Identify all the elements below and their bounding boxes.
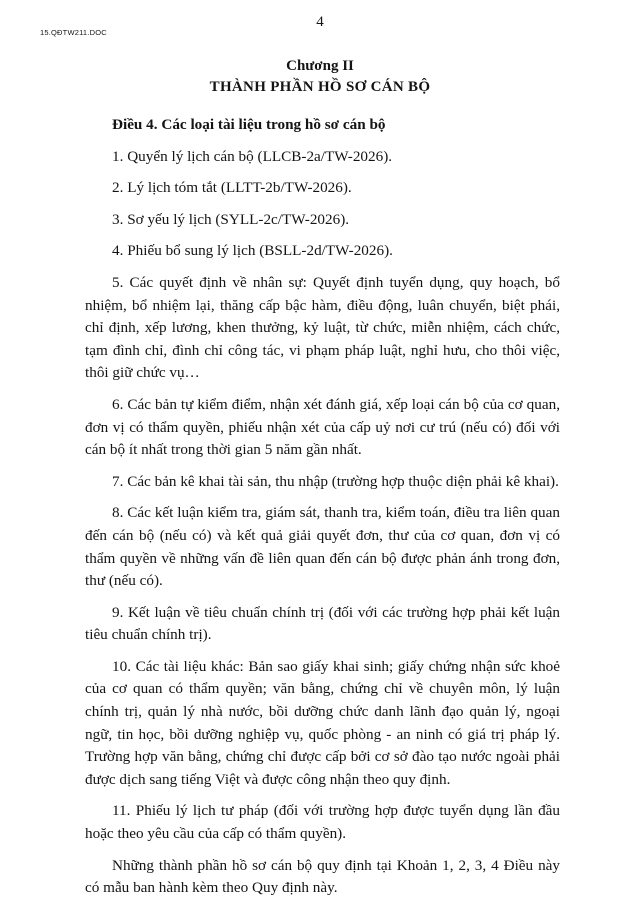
- article-body: [85, 114, 560, 900]
- page-number: 4: [316, 14, 324, 30]
- article-item-11: 11. Phiếu lý lịch tư pháp (đối với trường hợp được tuyển dụng lần đầu hoặc theo yêu cầu của cấp có thẩm quyền).: [85, 802, 560, 843]
- chapter-title: THÀNH PHẦN HỒ SƠ CÁN BỘ: [209, 79, 431, 95]
- article-item-4: 4. Phiếu bổ sung lý lịch (BSLL-2d/TW-2026).: [112, 242, 393, 260]
- article-item-10: 10. Các tài liệu khác: Bản sao giấy khai sinh; giấy chứng nhận sức khoẻ của cơ quan có thẩm quyền; văn bằng, chứng chỉ về chuyên môn, lý luận chính trị, quản lý nhà nước, bồi dưỡng chức danh lãnh đạo quản lý, ngoại ngữ, tin học, bồi dưỡng nghiệp vụ, quốc phòng - an ninh có giá trị pháp lý. Trường hợp văn bằng, chứng chỉ được cấp bởi cơ sở đào tạo nước ngoài phải được dịch sang tiếng Việt và được công nhận theo quy định.: [85, 657, 560, 788]
- article-item-5: 5. Các quyết định về nhân sự: Quyết định tuyển dụng, quy hoạch, bổ nhiệm, bổ nhiệm lại, thăng cấp bậc hàm, điều động, luân chuyển, biệt phái, chỉ định, xếp lương, khen thưởng, kỷ luật, từ chức, miễn nhiệm, cách chức, tạm đình chỉ, đình chỉ công tác, vi phạm pháp luật, nghỉ hưu, cho thôi việc, thôi giữ chức vụ…: [85, 273, 560, 382]
- article-item-3: 3. Sơ yếu lý lịch (SYLL-2c/TW-2026).: [112, 210, 350, 228]
- chapter-label: Chương II: [286, 58, 354, 74]
- article-item-6: 6. Các bản tự kiểm điểm, nhận xét đánh giá, xếp loại cán bộ của cơ quan, đơn vị có thẩm quyền, phiếu nhận xét của cấp uỷ nơi cư trú (nếu có) đối với cán bộ ít nhất trong thời gian 5 năm gần nhất.: [85, 395, 560, 459]
- article-item-7: 7. Các bản kê khai tài sản, thu nhập (trường hợp thuộc diện phải kê khai).: [112, 472, 559, 490]
- document-filename: 15.QĐTW211.DOC: [40, 28, 107, 37]
- article-item-1: 1. Quyển lý lịch cán bộ (LLCB-2a/TW-2026).: [112, 147, 393, 165]
- article-item-9: 9. Kết luận về tiêu chuẩn chính trị (đối với các trường hợp phải kết luận tiêu chuẩn chính trị).: [85, 603, 560, 644]
- article-item-2: 2. Lý lịch tóm tắt (LLTT-2b/TW-2026).: [112, 179, 352, 197]
- article-title: Điều 4. Các loại tài liệu trong hồ sơ cán bộ: [112, 116, 386, 133]
- article-item-8: 8. Các kết luận kiểm tra, giám sát, thanh tra, kiểm toán, điều tra liên quan đến cán bộ (nếu có) và kết quả giải quyết đơn, thư của cơ quan, đơn vị có thẩm quyền về những vấn đề liên quan đến cán bộ được phản ánh trong đơn, thư (nếu có).: [85, 504, 560, 590]
- closing-note: Những thành phần hồ sơ cán bộ quy định tại Khoản 1, 2, 3, 4 Điều này có mẫu ban hành kèm theo Quy định này.: [85, 856, 560, 897]
